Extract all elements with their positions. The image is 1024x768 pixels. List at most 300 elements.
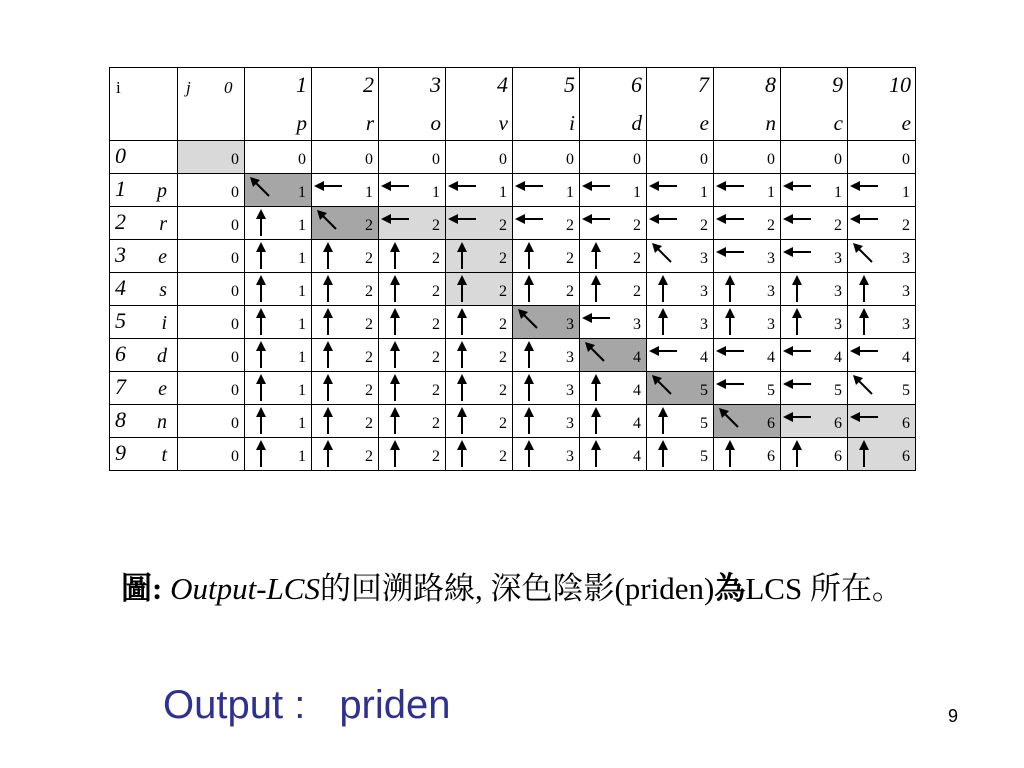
row-header-cell	[110, 339, 178, 372]
i-label: i	[116, 78, 121, 97]
table-cell	[178, 174, 245, 207]
diagonal-arrow-icon	[245, 174, 275, 206]
cell-value: 2	[499, 316, 507, 333]
column-char: d	[631, 111, 642, 135]
diagonal-arrow-icon	[848, 240, 878, 272]
cell-value: 2	[365, 316, 373, 333]
cell-value: 3	[700, 283, 708, 300]
column-char: n	[765, 111, 776, 135]
column-char: c	[833, 111, 843, 135]
table-cell	[647, 372, 714, 405]
column-index: 9	[832, 72, 843, 97]
cell-value: 0	[566, 151, 574, 168]
cell-value: 0	[298, 151, 306, 168]
row-header-cell	[110, 306, 178, 339]
cell-value: 1	[633, 184, 641, 201]
table-cell	[513, 372, 580, 405]
up-arrow-icon	[781, 273, 811, 305]
up-arrow-icon	[312, 306, 342, 338]
cell-value: 1	[298, 184, 306, 201]
table-cell	[245, 372, 312, 405]
up-arrow-icon	[647, 306, 677, 338]
row-char: r	[159, 213, 167, 235]
table-cell	[781, 207, 848, 240]
cell-value: 3	[834, 250, 842, 267]
up-arrow-icon	[513, 438, 543, 470]
cell-value: 3	[767, 250, 775, 267]
cell-value: 2	[700, 217, 708, 234]
cell-value: 6	[767, 415, 775, 432]
cell-value: 0	[902, 151, 910, 168]
table-cell	[580, 405, 647, 438]
column-index: 7	[698, 72, 709, 97]
cell-value: 3	[700, 250, 708, 267]
row-header-cell	[110, 207, 178, 240]
left-arrow-icon	[714, 207, 744, 239]
cell-value: 3	[767, 283, 775, 300]
table-cell	[781, 174, 848, 207]
table-cell	[647, 339, 714, 372]
up-arrow-icon	[379, 405, 409, 437]
row-header-cell	[110, 240, 178, 273]
output-line	[163, 683, 451, 728]
left-arrow-icon	[580, 306, 610, 338]
up-arrow-icon	[245, 273, 275, 305]
row-char: i	[161, 312, 167, 334]
cell-value: 2	[499, 415, 507, 432]
table-cell	[714, 372, 781, 405]
caption-highlight: (priden)	[614, 571, 715, 606]
left-arrow-icon	[781, 207, 811, 239]
table-cell	[513, 339, 580, 372]
column-index: 3	[430, 72, 441, 97]
table-cell	[781, 141, 848, 174]
column-char: r	[365, 111, 374, 135]
cell-value: 0	[633, 151, 641, 168]
table-cell	[714, 339, 781, 372]
table-row	[110, 174, 916, 207]
up-arrow-icon	[580, 405, 610, 437]
table-cell	[848, 273, 916, 306]
left-arrow-icon	[781, 339, 811, 371]
left-arrow-icon	[513, 174, 543, 206]
table-cell	[647, 207, 714, 240]
left-arrow-icon	[848, 174, 878, 206]
cell-value: 5	[700, 382, 708, 399]
row-char: e	[158, 378, 167, 400]
column-header-cell	[848, 68, 916, 141]
up-arrow-icon	[379, 240, 409, 272]
cell-value: 3	[566, 382, 574, 399]
table-cell	[245, 141, 312, 174]
up-arrow-icon	[781, 306, 811, 338]
table-cell	[647, 273, 714, 306]
cell-value: 4	[767, 349, 775, 366]
cell-value: 3	[700, 316, 708, 333]
cell-value: 0	[231, 250, 239, 267]
table-cell	[848, 141, 916, 174]
cell-value: 0	[231, 382, 239, 399]
up-arrow-icon	[245, 372, 275, 404]
table-cell	[312, 207, 379, 240]
left-arrow-icon	[513, 207, 543, 239]
cell-value: 1	[298, 349, 306, 366]
up-arrow-icon	[312, 438, 342, 470]
up-arrow-icon	[848, 306, 878, 338]
column-header-cell	[446, 68, 513, 141]
output-value: priden	[339, 683, 451, 727]
table-cell	[446, 273, 513, 306]
cell-value: 4	[902, 349, 910, 366]
row-index: 0	[115, 143, 126, 168]
cell-value: 0	[231, 151, 239, 168]
page-number: 9	[948, 706, 959, 726]
cell-value: 1	[298, 448, 306, 465]
j-label: j	[186, 78, 191, 97]
cell-value: 6	[902, 415, 910, 432]
cell-value: 4	[633, 448, 641, 465]
table-cell	[513, 141, 580, 174]
left-arrow-icon	[781, 174, 811, 206]
cell-value: 2	[499, 448, 507, 465]
cell-value: 2	[499, 217, 507, 234]
table-cell	[781, 240, 848, 273]
up-arrow-icon	[446, 339, 476, 371]
cell-value: 6	[834, 448, 842, 465]
cell-value: 1	[566, 184, 574, 201]
row-char: s	[159, 279, 167, 301]
cell-value: 2	[365, 382, 373, 399]
table-cell	[848, 240, 916, 273]
up-arrow-icon	[647, 438, 677, 470]
up-arrow-icon	[647, 405, 677, 437]
left-arrow-icon	[580, 207, 610, 239]
up-arrow-icon	[245, 438, 275, 470]
cell-value: 4	[633, 349, 641, 366]
table-cell	[312, 141, 379, 174]
column-header-cell	[580, 68, 647, 141]
left-arrow-icon	[647, 174, 677, 206]
up-arrow-icon	[379, 273, 409, 305]
table-cell	[848, 174, 916, 207]
cell-value: 3	[566, 349, 574, 366]
column-header-cell	[245, 68, 312, 141]
cell-value: 5	[902, 382, 910, 399]
cell-value: 6	[767, 448, 775, 465]
up-arrow-icon	[245, 240, 275, 272]
caption-text: 的回溯路線, 深色陰影	[319, 571, 615, 606]
cell-value: 2	[432, 382, 440, 399]
row-index: 1	[115, 176, 126, 201]
table-cell	[245, 240, 312, 273]
cell-value: 2	[432, 250, 440, 267]
cell-value: 0	[231, 184, 239, 201]
cell-value: 2	[633, 217, 641, 234]
up-arrow-icon	[446, 372, 476, 404]
table-cell	[312, 438, 379, 471]
column-char: e	[901, 111, 911, 135]
row-header-cell	[110, 405, 178, 438]
left-arrow-icon	[714, 174, 744, 206]
cell-value: 1	[432, 184, 440, 201]
column-index: 8	[765, 72, 776, 97]
left-arrow-icon	[647, 207, 677, 239]
left-arrow-icon	[848, 339, 878, 371]
left-arrow-icon	[446, 174, 476, 206]
cell-value: 2	[432, 217, 440, 234]
cell-value: 6	[834, 415, 842, 432]
cell-value: 0	[231, 448, 239, 465]
cell-value: 1	[298, 283, 306, 300]
up-arrow-icon	[848, 273, 878, 305]
left-arrow-icon	[781, 405, 811, 437]
cell-value: 5	[767, 382, 775, 399]
table-cell	[848, 372, 916, 405]
cell-value: 0	[834, 151, 842, 168]
table-cell	[446, 438, 513, 471]
up-arrow-icon	[379, 306, 409, 338]
cell-value: 0	[231, 349, 239, 366]
caption-term: Output-LCS	[170, 571, 320, 606]
cell-value: 2	[365, 283, 373, 300]
up-arrow-icon	[379, 372, 409, 404]
up-arrow-icon	[714, 273, 744, 305]
table-cell	[446, 141, 513, 174]
table-cell	[446, 405, 513, 438]
table-cell	[245, 273, 312, 306]
table-cell	[446, 372, 513, 405]
row-index: 6	[115, 341, 126, 366]
table-cell	[379, 339, 446, 372]
cell-value: 2	[902, 217, 910, 234]
table-cell	[513, 405, 580, 438]
up-arrow-icon	[714, 306, 744, 338]
table-cell	[848, 405, 916, 438]
up-arrow-icon	[513, 273, 543, 305]
up-arrow-icon	[513, 240, 543, 272]
cell-value: 5	[700, 415, 708, 432]
table-cell	[647, 405, 714, 438]
cell-value: 2	[365, 448, 373, 465]
table-cell	[848, 207, 916, 240]
row-header-cell	[110, 141, 178, 174]
table-cell	[178, 339, 245, 372]
table-row	[110, 306, 916, 339]
up-arrow-icon	[446, 240, 476, 272]
up-arrow-icon	[446, 438, 476, 470]
cell-value: 5	[834, 382, 842, 399]
cell-value: 0	[231, 217, 239, 234]
table-cell	[446, 339, 513, 372]
column-index: 1	[296, 72, 307, 97]
header-i-cell	[110, 68, 178, 141]
cell-value: 1	[298, 415, 306, 432]
up-arrow-icon	[513, 372, 543, 404]
cell-value: 1	[298, 250, 306, 267]
up-arrow-icon	[312, 405, 342, 437]
cell-value: 2	[432, 349, 440, 366]
table-cell	[714, 438, 781, 471]
column-index: 10	[889, 72, 911, 97]
cell-value: 2	[499, 382, 507, 399]
cell-value: 2	[633, 250, 641, 267]
row-header-cell	[110, 273, 178, 306]
cell-value: 2	[499, 349, 507, 366]
table-cell	[513, 174, 580, 207]
left-arrow-icon	[379, 174, 409, 206]
column-index: 4	[497, 72, 508, 97]
up-arrow-icon	[245, 306, 275, 338]
left-arrow-icon	[580, 174, 610, 206]
cell-value: 2	[566, 283, 574, 300]
table-cell	[178, 240, 245, 273]
table-cell	[312, 372, 379, 405]
table-cell	[714, 141, 781, 174]
left-arrow-icon	[714, 372, 744, 404]
table-cell	[848, 339, 916, 372]
left-arrow-icon	[714, 240, 744, 272]
column-index: 2	[363, 72, 374, 97]
column-char: p	[296, 111, 307, 135]
cell-value: 3	[633, 316, 641, 333]
diagonal-arrow-icon	[848, 372, 878, 404]
row-header-cell	[110, 174, 178, 207]
row-index: 2	[115, 209, 126, 234]
table-cell	[379, 306, 446, 339]
table-cell	[714, 240, 781, 273]
table-cell	[379, 438, 446, 471]
cell-value: 2	[566, 217, 574, 234]
diagonal-arrow-icon	[647, 372, 677, 404]
table-cell	[647, 174, 714, 207]
table-row	[110, 141, 916, 174]
table-cell	[178, 405, 245, 438]
column-char: v	[498, 111, 508, 135]
row-index: 4	[115, 275, 126, 300]
cell-value: 4	[633, 415, 641, 432]
table-cell	[714, 174, 781, 207]
row-char: p	[157, 180, 167, 202]
table-cell	[446, 207, 513, 240]
cell-value: 0	[231, 283, 239, 300]
cell-value: 1	[298, 217, 306, 234]
left-arrow-icon	[379, 207, 409, 239]
table-cell	[379, 240, 446, 273]
table-cell	[312, 339, 379, 372]
table-row	[110, 405, 916, 438]
row-index: 9	[115, 440, 126, 465]
cell-value: 1	[767, 184, 775, 201]
cell-value: 3	[902, 316, 910, 333]
column-header-cell	[714, 68, 781, 141]
left-arrow-icon	[848, 405, 878, 437]
column-header-cell	[513, 68, 580, 141]
cell-value: 3	[767, 316, 775, 333]
cell-value: 2	[633, 283, 641, 300]
table-cell	[714, 207, 781, 240]
cell-value: 1	[499, 184, 507, 201]
table-cell	[580, 306, 647, 339]
cell-value: 0	[231, 316, 239, 333]
row-header-cell	[110, 372, 178, 405]
table-cell	[379, 174, 446, 207]
up-arrow-icon	[580, 273, 610, 305]
row-header-cell	[110, 438, 178, 471]
table-cell	[379, 207, 446, 240]
table-cell	[580, 339, 647, 372]
table-cell	[312, 273, 379, 306]
caption-label: 圖:	[121, 571, 163, 606]
row-char: e	[158, 246, 167, 268]
cell-value: 0	[700, 151, 708, 168]
up-arrow-icon	[379, 339, 409, 371]
cell-value: 1	[298, 316, 306, 333]
table-cell	[379, 372, 446, 405]
lcs-table	[109, 67, 916, 471]
up-arrow-icon	[580, 372, 610, 404]
column-char: o	[430, 111, 441, 135]
diagonal-arrow-icon	[513, 306, 543, 338]
column-char: i	[569, 111, 575, 135]
table-cell	[580, 372, 647, 405]
left-arrow-icon	[446, 207, 476, 239]
output-label: Output :	[163, 683, 306, 727]
header-row	[110, 68, 916, 141]
diagonal-arrow-icon	[580, 339, 610, 371]
table-cell	[245, 438, 312, 471]
cell-value: 6	[902, 448, 910, 465]
cell-value: 0	[499, 151, 507, 168]
up-arrow-icon	[245, 339, 275, 371]
table-cell	[781, 339, 848, 372]
up-arrow-icon	[379, 438, 409, 470]
cell-value: 1	[365, 184, 373, 201]
row-index: 7	[115, 374, 126, 399]
cell-value: 3	[566, 316, 574, 333]
table-cell	[513, 306, 580, 339]
table-cell	[178, 207, 245, 240]
table-cell	[781, 405, 848, 438]
cell-value: 2	[432, 316, 440, 333]
table-cell	[245, 405, 312, 438]
table-row	[110, 339, 916, 372]
cell-value: 2	[365, 415, 373, 432]
cell-value: 3	[834, 316, 842, 333]
table-cell	[312, 240, 379, 273]
cell-value: 2	[432, 448, 440, 465]
table-cell	[647, 438, 714, 471]
table-row	[110, 372, 916, 405]
table-cell	[513, 438, 580, 471]
table-cell	[312, 174, 379, 207]
table-cell	[513, 273, 580, 306]
up-arrow-icon	[647, 273, 677, 305]
table-cell	[580, 273, 647, 306]
up-arrow-icon	[312, 372, 342, 404]
column-index: 5	[564, 72, 575, 97]
up-arrow-icon	[245, 207, 275, 239]
diagonal-arrow-icon	[714, 405, 744, 437]
cell-value: 2	[432, 415, 440, 432]
row-char: n	[157, 411, 167, 433]
caption-text-end: LCS 所在。	[745, 571, 903, 606]
left-arrow-icon	[781, 372, 811, 404]
cell-value: 1	[834, 184, 842, 201]
table-cell	[178, 306, 245, 339]
cell-value: 2	[834, 217, 842, 234]
up-arrow-icon	[245, 405, 275, 437]
cell-value: 2	[432, 283, 440, 300]
